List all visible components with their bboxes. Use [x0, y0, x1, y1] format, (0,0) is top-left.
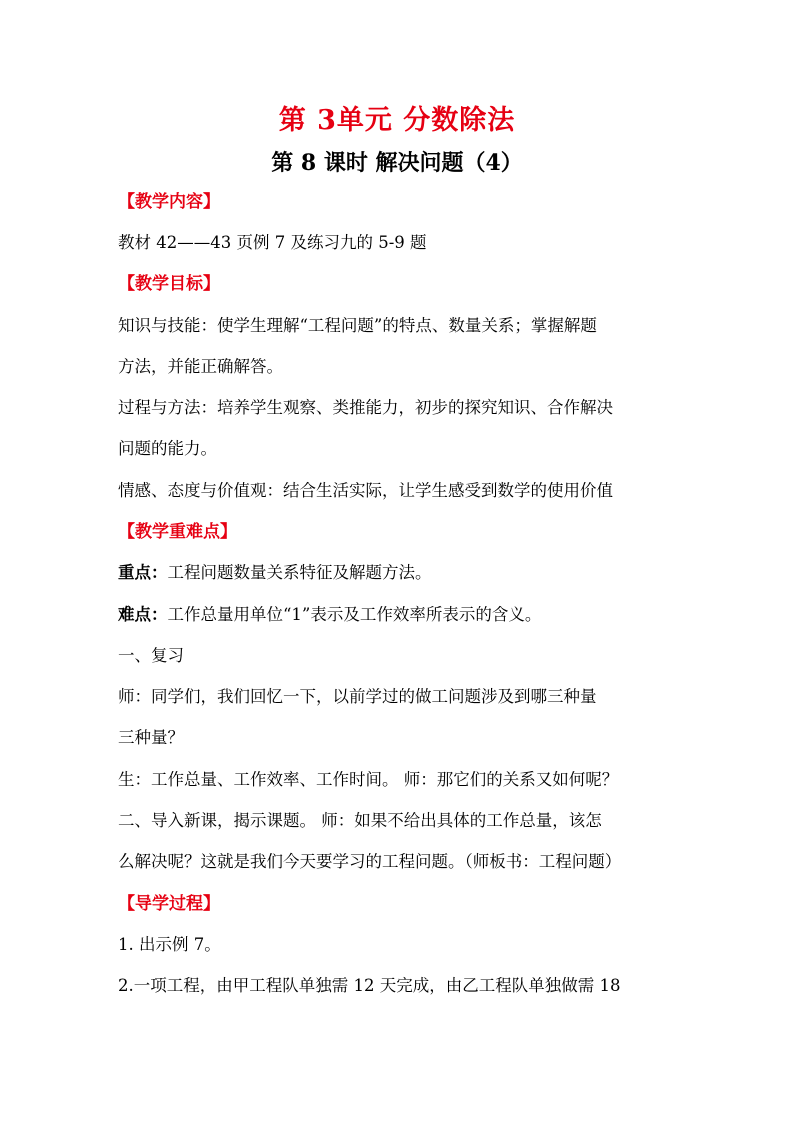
student1-line: 生：工作总量、工作效率、工作时间。 师：那它们的关系又如何呢？: [118, 770, 619, 789]
key-label: 重点：: [118, 563, 168, 582]
content-text: 教材 42——43 页例 7 及练习九的 5-9 题: [118, 233, 427, 252]
key-point: [118, 562, 678, 584]
teacher1-line1: 师：同学们，我们回忆一下，以前学过的做工问题涉及到哪三种量: [118, 687, 597, 706]
content-heading: 【教学内容】: [118, 192, 220, 212]
difficulty-label: 难点：: [118, 605, 168, 624]
step1-line: 1. 出示例 7。: [118, 935, 221, 954]
difficulty-point: [118, 604, 678, 626]
goal2-line2: 问题的能力。: [118, 439, 217, 458]
goal1-line2: 方法，并能正确解答。: [118, 357, 283, 376]
review-heading: 一、复习: [118, 646, 184, 665]
intro-line1: 二、导入新课，揭示课题。 师：如果不给出具体的工作总量，该怎: [118, 811, 602, 830]
step2-line: 2.一项工程，由甲工程队单独需 12 天完成，由乙工程队单独做需 18: [118, 976, 621, 995]
goal1-line1: 知识与技能：使学生理解“工程问题”的特点、数量关系；掌握解题: [118, 316, 597, 335]
unit-title: 第 3单元 分数除法: [278, 105, 516, 136]
process-heading: 【导学过程】: [118, 894, 220, 914]
intro-line2: 么解决呢？这就是我们今天要学习的工程问题。（师板书：工程问题）: [118, 852, 622, 871]
teacher1-line2: 三种量？: [118, 728, 184, 747]
lesson-subtitle: 第 8 课时 解决问题（4）: [271, 150, 523, 176]
goal3-line: 情感、态度与价值观：结合生活实际，让学生感受到数学的使用价值: [118, 481, 613, 500]
key-text: 工程问题数量关系特征及解题方法。: [167, 563, 432, 582]
goal2-line1: 过程与方法：培养学生观察、类推能力，初步的探究知识、合作解决: [118, 398, 613, 417]
difficulty-text: 工作总量用单位“1”表示及工作效率所表示的含义。: [167, 605, 542, 624]
goals-heading: 【教学目标】: [118, 274, 220, 294]
key-heading: 【教学重难点】: [118, 522, 237, 542]
